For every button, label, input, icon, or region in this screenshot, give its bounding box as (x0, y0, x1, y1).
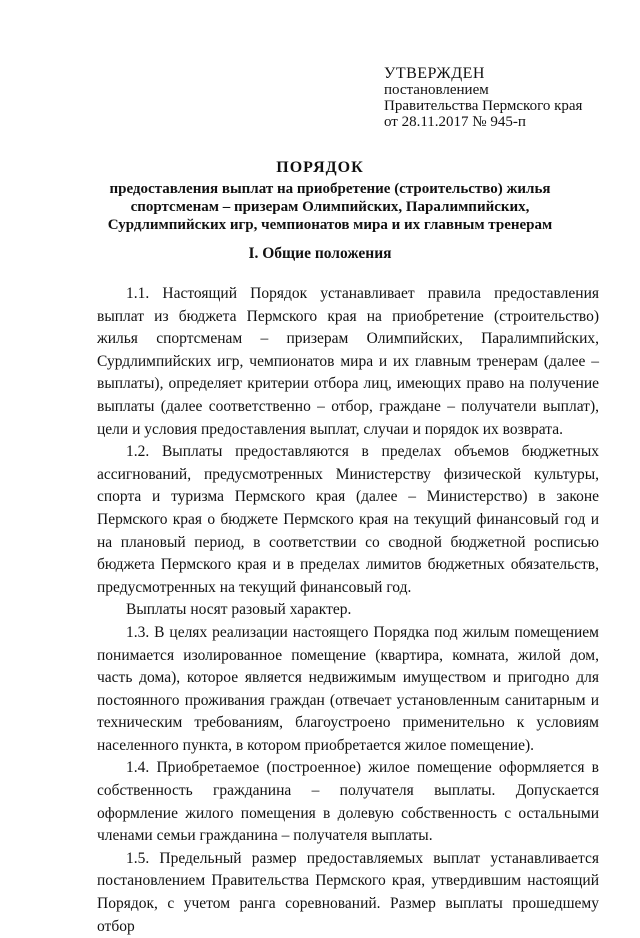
section-heading: I. Общие положения (248, 245, 392, 262)
approval-line-2: Правительства Пермского края (384, 98, 583, 114)
paragraph-one-time: Выплаты носят разовый характер. (126, 601, 352, 619)
subtitle-line-2: спортсменам – призерам Олимпийских, Паралимпийских, (130, 199, 530, 215)
document-title: ПОРЯДОК (276, 159, 364, 176)
approval-line-1: постановлением (384, 82, 489, 98)
paragraph-1-5: 1.5. Предельный размер предоставляемых выплат устанавливается постановлением Правительства Пермского края, утвердившим настоящий Порядок, с учетом ранга соревнований. Размер выплаты прошедшему отбор (97, 849, 599, 935)
paragraph-1-3: 1.3. В целях реализации настоящего Порядка под жилым помещением понимается изолированное помещение (квартира, комната, жилой дом, часть дома), которое является недвижимым имуществом и пригодно для постоянного проживания граждан (отвечает установленным санитарным и техническим требованиям, благоустроено применительно к условиям населенного пункта, в котором приобретается жилое помещение). (97, 623, 599, 754)
approval-block (384, 66, 624, 130)
approval-line-3: от 28.11.2017 № 945-п (384, 114, 526, 130)
paragraph-1-4: 1.4. Приобретаемое (построенное) жилое помещение оформляется в собственность гражданина – получателя выплаты. Допускается оформление жилого помещения в долевую собственность с остальными членами семьи гражданина – получателя выплаты. (97, 759, 599, 845)
paragraph-1-2: 1.2. Выплаты предоставляются в пределах объемов бюджетных ассигнований, предусмотренных Министерству физической культуры, спорта и туризма Пермского края (далее – Министерство) в законе Пермского края о бюджете Пермского края на текущий финансовый год и на плановый период, в соответствии со сводной бюджетной росписью бюджета Пермского края и в пределах лимитов бюджетных обязательств, предусмотренных на текущий финансовый год. (97, 443, 599, 596)
approval-stamp: УТВЕРЖДЕН (384, 65, 485, 82)
body-text (97, 283, 599, 938)
subtitle-line-3: Сурдлимпийских игр, чемпионатов мира и их главным тренерам (107, 217, 553, 233)
document-subtitle (60, 180, 600, 234)
paragraph-1-1: 1.1. Настоящий Порядок устанавливает правила предоставления выплат из бюджета Пермского края на приобретение (строительство) жилья спортсменам – призерам Олимпийских, Паралимпийских, Сурдлимпийских игр, чемпионатов мира и их главным тренерам (далее – выплаты), определяет критерии отбора лиц, имеющих право на получение выплаты (далее соответственно – отбор, граждане – получатели выплат), цели и условия предоставления выплат, случаи и порядок их возврата. (97, 285, 599, 438)
subtitle-line-1: предоставления выплат на приобретение (строительство) жилья (109, 181, 551, 197)
